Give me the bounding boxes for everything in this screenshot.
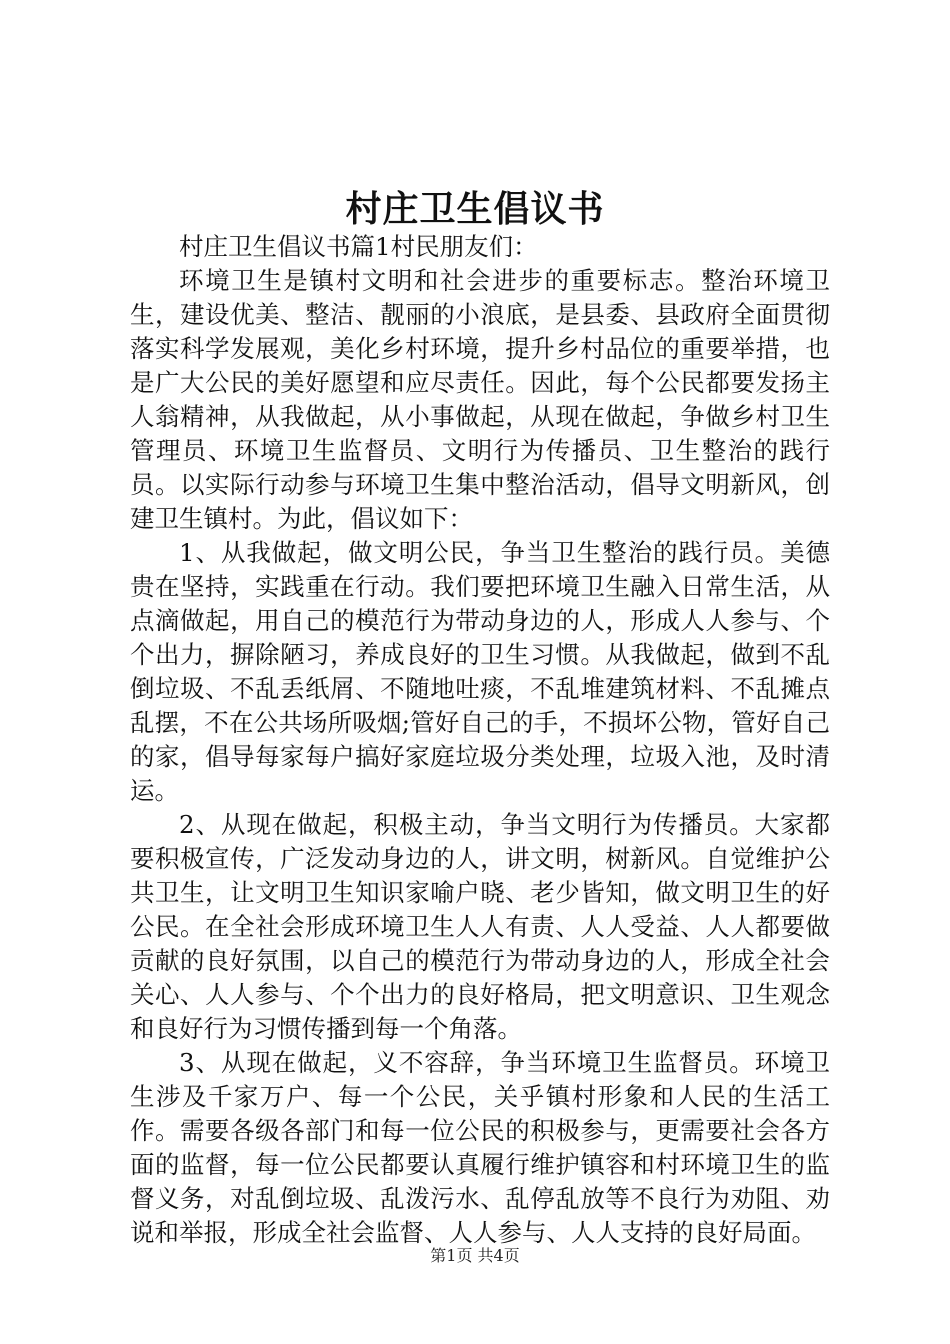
page-footer: 第1页 共4页: [430, 1246, 520, 1265]
document-body: [130, 230, 830, 1250]
paragraph-point-3: 3、从现在做起，义不容辞，争当环境卫生监督员。环境卫生涉及千家万户、每一个公民，关乎镇村形象和人民的生活工作。需要各级各部门和每一位公民的积极参与，更需要社会各方面的监督，每一位公民都要认真履行维护镇容和村环境卫生的监督义务，对乱倒垃圾、乱泼污水、乱停乱放等不良行为劝阻、劝说和举报，形成全社会监督、人人参与、人人支持的良好局面。: [130, 1048, 830, 1247]
paragraph-point-2: 2、从现在做起，积极主动，争当文明行为传播员。大家都要积极宣传，广泛发动身边的人，讲文明，树新风。自觉维护公共卫生，让文明卫生知识家喻户晓、老少皆知，做文明卫生的好公民。在全社会形成环境卫生人人有责、人人受益、人人都要做贡献的良好氛围，以自己的模范行为带动身边的人，形成全社会关心、人人参与、个个出力的良好格局，把文明意识、卫生观念和良好行为习惯传播到每一个角落。: [130, 810, 830, 1043]
paragraph-intro: 环境卫生是镇村文明和社会进步的重要标志。整治环境卫生，建设优美、整洁、靓丽的小浪底，是县委、县政府全面贯彻落实科学发展观，美化乡村环境，提升乡村品位的重要举措，也是广大公民的美好愿望和应尽责任。因此，每个公民都要发扬主人翁精神，从我做起，从小事做起，从现在做起，争做乡村卫生管理员、环境卫生监督员、文明行为传播员、卫生整治的践行员。以实际行动参与环境卫生集中整治活动，倡导文明新风，创建卫生镇村。为此，倡议如下：: [130, 266, 830, 533]
paragraph-greeting: 村庄卫生倡议书篇1村民朋友们：: [179, 232, 538, 261]
paragraph-point-1: 1、从我做起，做文明公民，争当卫生整治的践行员。美德贵在坚持，实践重在行动。我们要把环境卫生融入日常生活，从点滴做起，用自己的模范行为带动身边的人，形成人人参与、个个出力，摒除陋习，养成良好的卫生习惯。从我做起，做到不乱倒垃圾、不乱丢纸屑、不随地吐痰，不乱堆建筑材料、不乱摊点乱摆，不在公共场所吸烟;管好自己的手，不损坏公物，管好自己的家，倡导每家每户搞好家庭垃圾分类处理，垃圾入池，及时清运。: [130, 538, 830, 805]
document-title: 村庄卫生倡议书: [345, 188, 605, 230]
